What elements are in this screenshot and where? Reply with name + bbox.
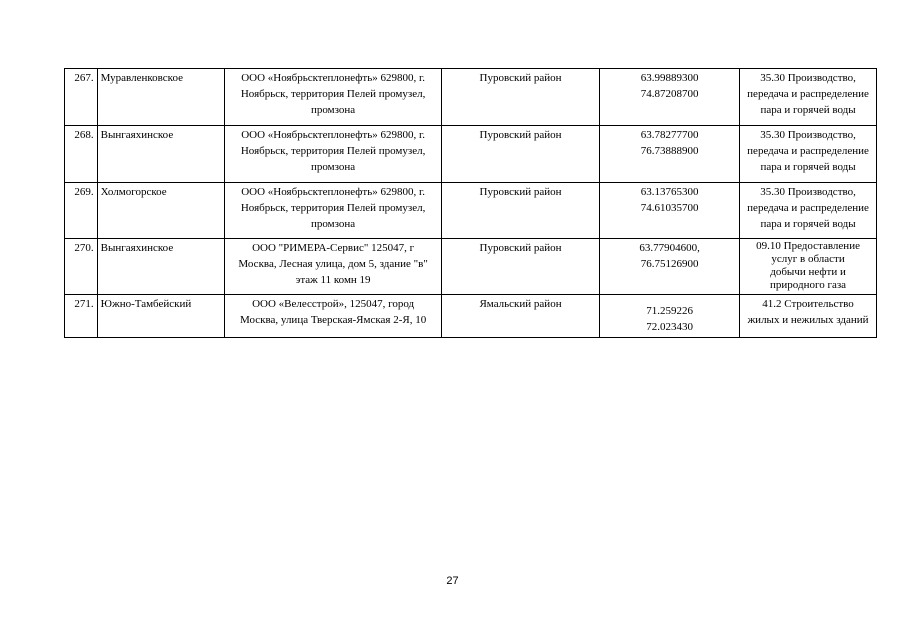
longitude: 72.023430	[646, 321, 694, 333]
organization-line: ООО «Ноябрьсктеплонефть» 629800, г.	[241, 72, 425, 84]
activity-cell	[740, 126, 877, 183]
longitude: 74.87208700	[640, 88, 699, 100]
latitude: 63.13765300	[640, 186, 699, 198]
activity-cell	[740, 69, 877, 126]
organization-line: ООО "РИМЕРА-Сервис" 125047, г	[252, 242, 415, 254]
activity-line: 35.30 Производство,	[760, 129, 856, 141]
district: Пуровский район	[441, 126, 599, 183]
table-row	[65, 69, 877, 126]
district: Ямальский район	[441, 295, 599, 338]
activity-line: добычи нефти и	[770, 266, 846, 278]
field-name: Холмогорское	[97, 183, 225, 239]
table-row	[65, 239, 877, 295]
field-name: Вынгаяхинское	[97, 126, 225, 183]
latitude: 63.99889300	[640, 72, 699, 84]
table-row	[65, 126, 877, 183]
organization-cell	[225, 126, 442, 183]
row-number: 270.	[65, 239, 98, 295]
activity-line: пара и горячей воды	[760, 161, 856, 173]
organization-line: промзона	[311, 104, 356, 116]
coordinates-cell	[600, 295, 740, 338]
row-number: 267.	[65, 69, 98, 126]
table-row	[65, 183, 877, 239]
organization-cell	[225, 295, 442, 338]
activity-line: жилых и нежилых зданий	[747, 314, 869, 326]
activity-line: природного газа	[770, 279, 847, 291]
activity-line: 35.30 Производство,	[760, 186, 856, 198]
activity-cell	[740, 239, 877, 295]
activity-cell	[740, 295, 877, 338]
table-row	[65, 295, 877, 338]
field-name: Муравленковское	[97, 69, 225, 126]
activity-line: пара и горячей воды	[760, 104, 856, 116]
district: Пуровский район	[441, 69, 599, 126]
registry-table	[64, 68, 877, 338]
row-number: 271.	[65, 295, 98, 338]
activity-line: пара и горячей воды	[760, 218, 856, 230]
organization-line: Ноябрьск, территория Пелей промузел,	[240, 145, 426, 157]
page-number: 27	[446, 575, 459, 587]
longitude: 76.75126900	[640, 258, 699, 270]
field-name: Вынгаяхинское	[97, 239, 225, 295]
row-number: 268.	[65, 126, 98, 183]
district: Пуровский район	[441, 183, 599, 239]
coordinates-cell	[600, 239, 740, 295]
activity-line: 09.10 Предоставление	[756, 240, 860, 252]
organization-line: Москва, Лесная улица, дом 5, здание "в"	[238, 258, 428, 270]
field-name: Южно-Тамбейский	[97, 295, 225, 338]
organization-cell	[225, 183, 442, 239]
row-number: 269.	[65, 183, 98, 239]
coordinates-cell	[600, 69, 740, 126]
organization-line: ООО «Велесстрой», 125047, город	[252, 298, 415, 310]
organization-line: промзона	[311, 161, 356, 173]
organization-line: Ноябрьск, территория Пелей промузел,	[240, 88, 426, 100]
organization-line: Ноябрьск, территория Пелей промузел,	[240, 202, 426, 214]
organization-line: этаж 11 комн 19	[295, 274, 371, 286]
coordinates-cell	[600, 126, 740, 183]
activity-line: передача и распределение	[747, 145, 869, 157]
activity-line: 41.2 Строительство	[762, 298, 854, 310]
activity-cell	[740, 183, 877, 239]
organization-line: промзона	[311, 218, 356, 230]
organization-cell	[225, 239, 442, 295]
longitude: 74.61035700	[640, 202, 699, 214]
organization-cell	[225, 69, 442, 126]
activity-line: 35.30 Производство,	[760, 72, 856, 84]
latitude: 71.259226	[646, 305, 694, 317]
activity-line: передача и распределение	[747, 202, 869, 214]
district: Пуровский район	[441, 239, 599, 295]
organization-line: ООО «Ноябрьсктеплонефть» 629800, г.	[241, 186, 425, 198]
longitude: 76.73888900	[640, 145, 699, 157]
latitude: 63.77904600,	[639, 242, 700, 254]
latitude: 63.78277700	[640, 129, 699, 141]
activity-line: услуг в области	[771, 253, 845, 265]
activity-line: передача и распределение	[747, 88, 869, 100]
organization-line: ООО «Ноябрьсктеплонефть» 629800, г.	[241, 129, 425, 141]
coordinates-cell	[600, 183, 740, 239]
organization-line: Москва, улица Тверская-Ямская 2-Я, 10	[239, 314, 427, 326]
